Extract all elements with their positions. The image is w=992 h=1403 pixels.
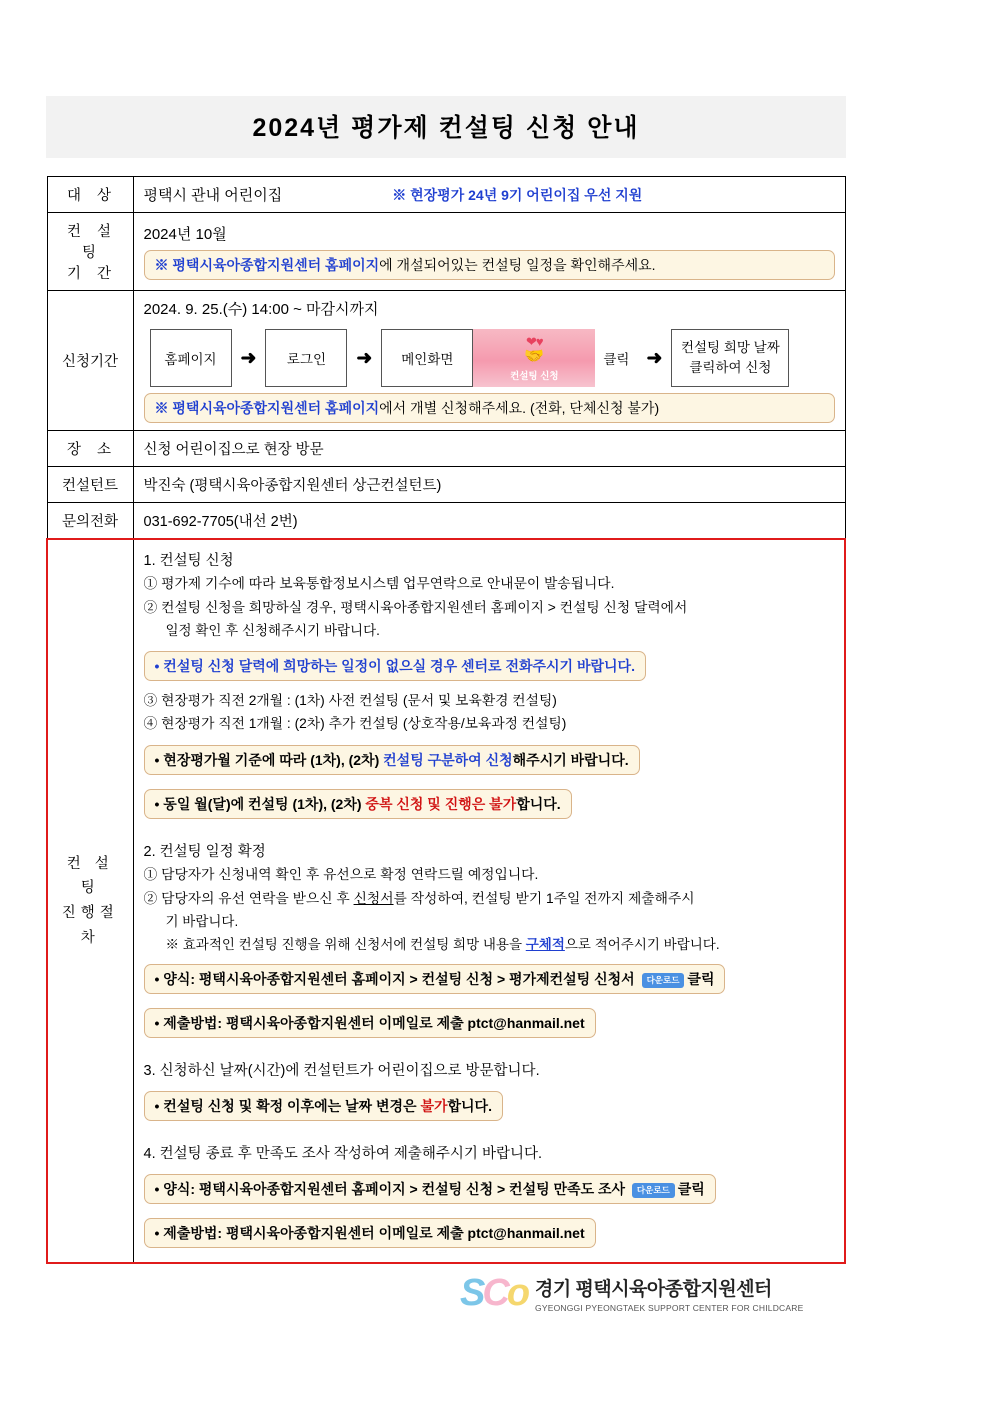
- proc-1-line-3: 일정 확인 후 신청해주시기 바랍니다.: [165, 623, 380, 639]
- arrow-right-icon: ➜: [646, 347, 663, 369]
- apply-note-box: [144, 393, 835, 423]
- proc-4-heading: 4. 컨설팅 종료 후 만족도 조사 작성하여 제출해주시기 바랍니다.: [143, 1145, 543, 1162]
- proc-4-box-1-b: 클릭: [677, 1180, 705, 1197]
- proc-2-line-2-u: 신청서: [353, 890, 394, 906]
- note-text: 에 개설되어있는 컨설팅 일정을 확인해주세요.: [379, 257, 656, 273]
- apply-flow-diagram: [150, 329, 835, 387]
- proc-3-heading: 3. 신청하신 날짜(시간)에 컨설턴트가 어린이집으로 방문합니다.: [143, 1062, 540, 1079]
- proc-1-box-3-a: • 동일 월(달)에 컨설팅 (1차), (2차): [154, 796, 366, 812]
- note-text: 에서 개별 신청해주세요. (전화, 단체신청 불가): [379, 400, 660, 416]
- document-page: [46, 96, 846, 1264]
- hearts-icon: ❤♥: [526, 333, 543, 349]
- homepage-link[interactable]: 평택시육아종합지원센터 홈페이지: [172, 257, 380, 273]
- table-row-consultant: [47, 467, 845, 503]
- target-value: 평택시 관내 어린이집: [143, 187, 283, 204]
- note-mark: ※: [154, 400, 173, 416]
- email-address[interactable]: ptct@hanmail.net: [467, 1224, 585, 1241]
- proc-2-box-1: [144, 964, 726, 994]
- target-note: ※ 현장평가 24년 9기 어린이집 우선 지원: [392, 186, 643, 203]
- proc-4-box-1: [144, 1174, 716, 1204]
- proc-2-box-2: [144, 1008, 596, 1038]
- proc-1-box-1: • 컨설팅 신청 달력에 희망하는 일정이 없으실 경우 센터로 전화주시기 바랍니다.: [144, 651, 646, 681]
- proc-2-heading: 2. 컨설팅 일정 확정: [143, 844, 266, 860]
- arrow-right-icon: ➜: [240, 347, 257, 369]
- row-value-consultant: 박진숙 (평택시육아종합지원센터 상근컨설턴트): [133, 467, 845, 503]
- proc-1-box-3-c: 합니다.: [516, 796, 561, 812]
- proc-1-line-4: ③ 현장평가 직전 2개월 : (1차) 사전 컨설팅 (문서 및 보육환경 컨설팅): [143, 692, 557, 708]
- proc-3-box-1-a: • 컨설팅 신청 및 확정 이후에는 날짜 변경은: [154, 1097, 421, 1114]
- table-row-period: [47, 213, 845, 291]
- proc-1-line-5: ④ 현장평가 직전 1개월 : (2차) 추가 컨설팅 (상호작용/보육과정 컨설팅): [143, 716, 567, 732]
- center-logo-icon: SCo: [460, 1272, 528, 1314]
- table-row-procedure: [47, 539, 845, 1263]
- table-row-phone: [47, 503, 845, 540]
- proc-1-line-2: ② 컨설팅 신청을 희망하실 경우, 평택시육아종합지원센터 홈페이지 > 컨설팅 신청 달력에서: [143, 599, 688, 615]
- flow-step-login[interactable]: 로그인: [265, 329, 347, 387]
- proc-2-line-4-a: ※ 효과적인 컨설팅 진행을 위해 신청서에 컨설팅 희망 내용을: [165, 936, 526, 952]
- table-row-apply: [47, 291, 845, 431]
- flow-step-select-date[interactable]: [671, 329, 789, 387]
- banner-label: 컨설팅 신청: [510, 370, 559, 382]
- logo-text-korean: 경기 평택시육아종합지원센터: [535, 1279, 772, 1300]
- table-row-place: [47, 431, 845, 467]
- proc-4-box-1-a: • 양식: 평택시육아종합지원센터 홈페이지 > 컨설팅 신청 > 컨설팅 만족도 조사: [154, 1180, 629, 1197]
- proc-2-box-1-a: • 양식: 평택시육아종합지원센터 홈페이지 > 컨설팅 신청 > 평가제컨설팅 신청서: [154, 970, 639, 987]
- row-label-apply: 신청기간: [47, 291, 133, 431]
- row-value-period: [133, 213, 845, 291]
- page-title: 2024년 평가제 컨설팅 신청 안내: [46, 96, 846, 158]
- proc-1-box-2-c: 해주시기 바랍니다.: [512, 752, 629, 768]
- flow-step-select-date-line1: 컨설팅 희망 날짜: [680, 339, 780, 355]
- flow-step-select-date-line2: 클릭하여 신청: [689, 360, 772, 375]
- proc-2-line-4: [166, 935, 835, 955]
- flow-click-label: 클릭: [603, 352, 630, 367]
- proc-2-line-1: ① 담당자가 신청내역 확인 후 유선으로 확정 연락드릴 예정입니다.: [143, 867, 539, 882]
- handshake-icon: 🤝: [524, 347, 545, 365]
- apply-value: 2024. 9. 25.(수) 14:00 ~ 마감시까지: [143, 301, 379, 318]
- row-label-target: 대 상: [47, 177, 133, 213]
- flow-step-mainscreen[interactable]: 메인화면: [381, 329, 473, 387]
- homepage-link[interactable]: 평택시육아종합지원센터 홈페이지: [172, 400, 380, 416]
- proc-2-box-2-a: • 제출방법: 평택시육아종합지원센터 이메일로 제출: [154, 1014, 468, 1031]
- email-address[interactable]: ptct@hanmail.net: [467, 1014, 585, 1031]
- proc-1-box-3: [144, 789, 572, 819]
- proc-1-box-3-b: 중복 신청 및 진행은 불가: [365, 796, 517, 812]
- consulting-apply-banner[interactable]: [473, 329, 595, 387]
- proc-2-box-1-b: 클릭: [687, 970, 715, 987]
- proc-3-box-1: [144, 1091, 503, 1121]
- row-label-procedure: 컨 설 팅 진행절차: [47, 539, 133, 1263]
- proc-1-line-1: ① 평가제 기수에 따라 보육통합정보시스템 업무연락으로 안내문이 발송됩니다.: [143, 576, 615, 591]
- proc-2-line-2-b: 를 작성하여, 컨설팅 받기 1주일 전까지 제출해주시: [393, 890, 695, 906]
- download-chip[interactable]: 다운로드: [642, 973, 685, 988]
- proc-2-line-2-a: ② 담당자의 유선 연락을 받으신 후: [143, 890, 354, 906]
- proc-3-box-1-b: 불가: [420, 1097, 448, 1114]
- proc-3-box-1-c: 합니다.: [447, 1097, 492, 1114]
- arrow-right-icon: ➜: [356, 347, 373, 369]
- row-value-procedure: [133, 539, 845, 1263]
- row-value-apply: [133, 291, 845, 431]
- row-label-place: 장 소: [47, 431, 133, 467]
- row-label-phone: 문의전화: [47, 503, 133, 540]
- row-value-place: 신청 어린이집으로 현장 방문: [133, 431, 845, 467]
- proc-2-line-2: [144, 889, 835, 910]
- proc-1-heading: 1. 컨설팅 신청: [143, 553, 234, 569]
- proc-2-line-4-u: 구체적: [525, 936, 565, 952]
- note-mark: ※: [154, 257, 173, 273]
- footer-logo: [460, 1272, 803, 1315]
- proc-2-line-4-b: 으로 적어주시기 바랍니다.: [564, 936, 720, 952]
- download-chip[interactable]: 다운로드: [632, 1183, 675, 1198]
- period-note-box: [144, 250, 835, 280]
- table-row-target: [47, 177, 845, 213]
- period-value: 2024년 10월: [143, 226, 227, 243]
- logo-text-english: GYEONGGI PYEONGTAEK SUPPORT CENTER FOR CHILDCARE: [535, 1303, 804, 1313]
- proc-2-line-3: 기 바랍니다.: [165, 914, 239, 930]
- row-value-target: [133, 177, 845, 213]
- row-label-period: 컨 설 팅 기 간: [47, 213, 133, 291]
- notice-table: [46, 176, 846, 1264]
- row-value-phone: 031-692-7705(내선 2번): [133, 503, 845, 540]
- proc-4-box-2: [144, 1218, 596, 1248]
- flow-step-homepage[interactable]: 홈페이지: [150, 329, 232, 387]
- proc-1-box-2: [144, 745, 640, 775]
- proc-4-box-2-a: • 제출방법: 평택시육아종합지원센터 이메일로 제출: [154, 1224, 468, 1241]
- proc-1-box-2-b: 컨설팅 구분하여 신청: [383, 752, 513, 768]
- proc-1-box-2-a: • 현장평가월 기준에 따라 (1차), (2차): [154, 752, 384, 768]
- row-label-consultant: 컨설턴트: [47, 467, 133, 503]
